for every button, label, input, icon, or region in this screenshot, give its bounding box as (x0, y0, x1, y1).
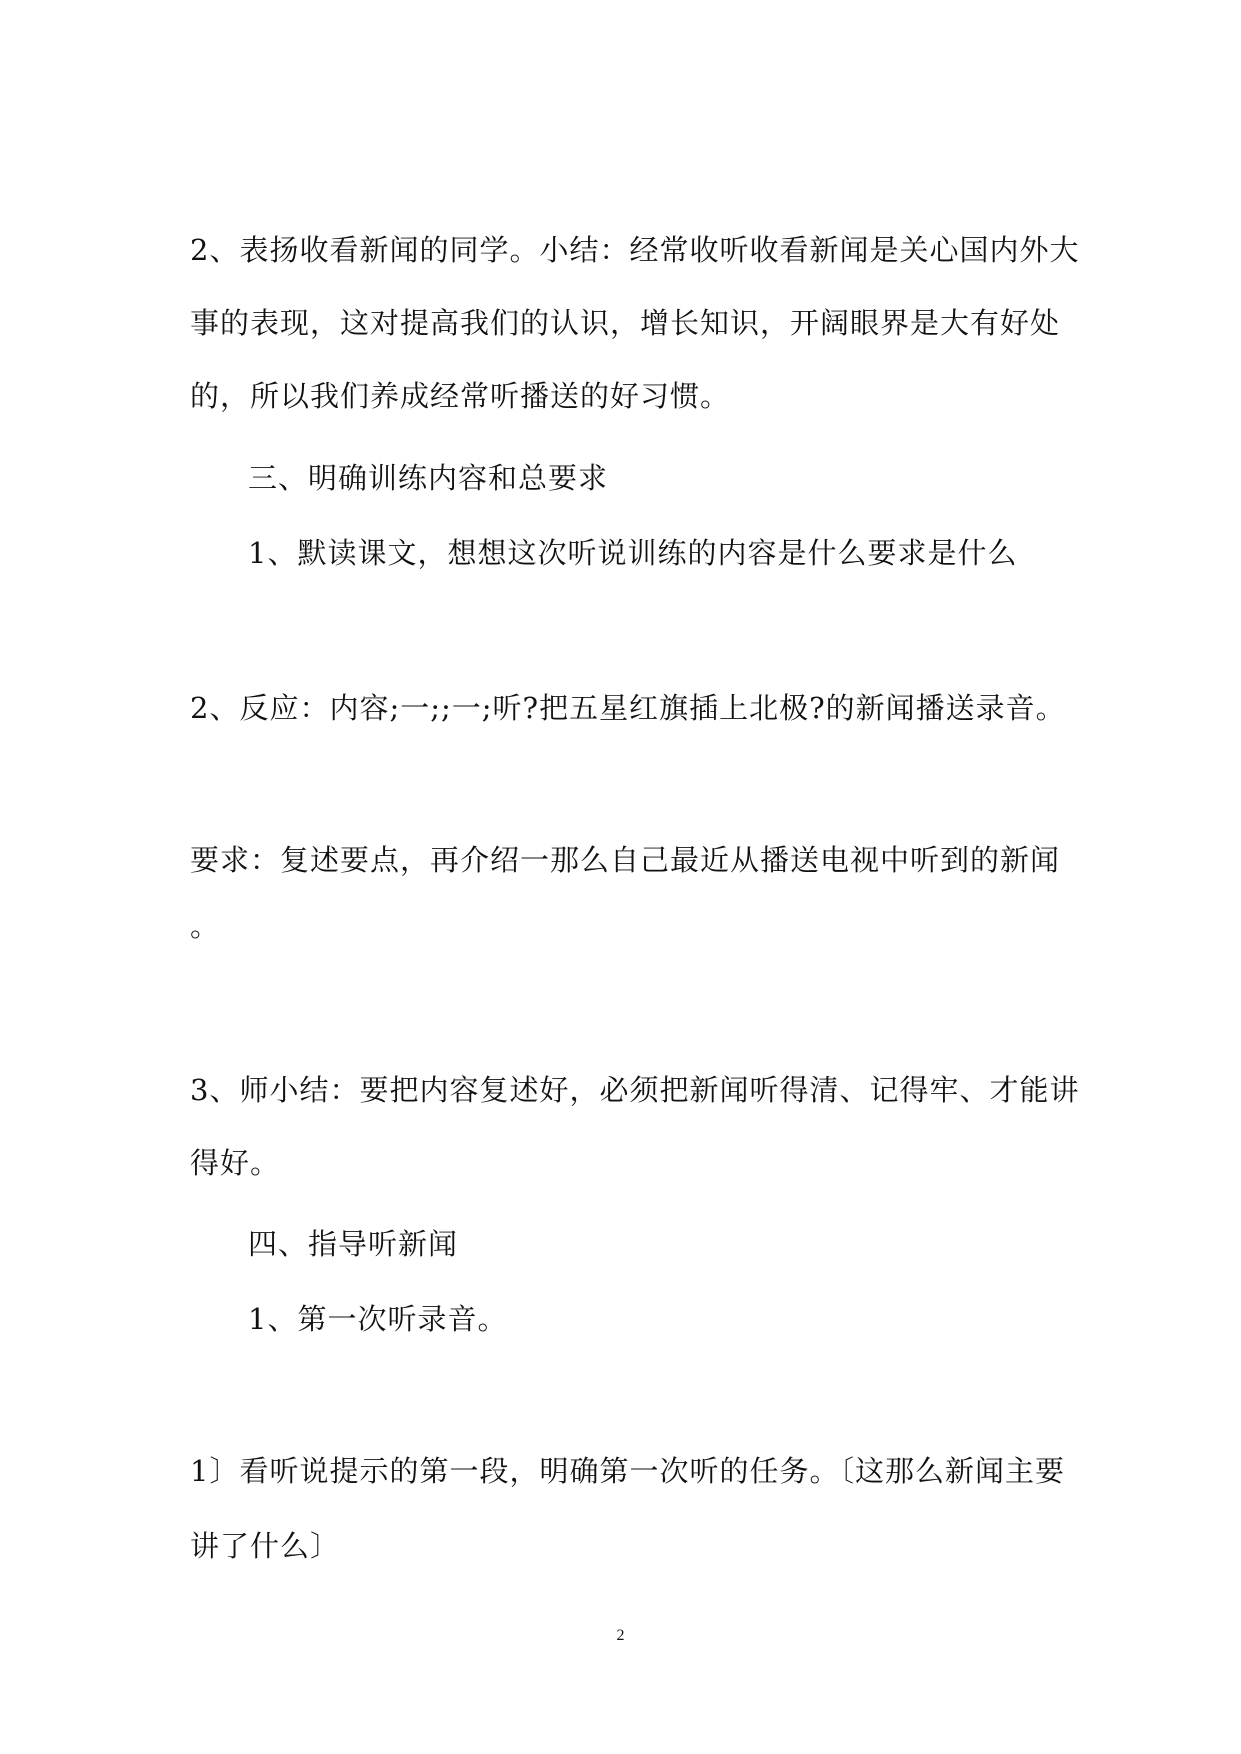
paragraph-line: 讲了什么〕 (190, 1529, 341, 1563)
section-heading: 四、指导听新闻 (248, 1227, 459, 1261)
paragraph-line: 的，所以我们养成经常听播送的好习惯。 (190, 379, 731, 413)
paragraph-line: 。 (190, 909, 221, 943)
paragraph-line: 3、师小结：要把内容复述好，必须把新闻听得清、记得牢、才能讲 (190, 1073, 1080, 1107)
paragraph-line: 2、反应：内容;一;;一;听?把五星红旗插上北极?的新闻播送录音。 (190, 691, 1066, 725)
paragraph-line: 要求：复述要点，再介绍一那么自己最近从播送电视中听到的新闻 (190, 843, 1061, 877)
paragraph-line: 1、默读课文，想想这次听说训练的内容是什么要求是什么 (248, 536, 1018, 570)
paragraph-line: 得好。 (190, 1146, 281, 1180)
page-number: 2 (616, 1627, 625, 1644)
paragraph-line: 1、第一次听录音。 (248, 1302, 508, 1336)
section-heading: 三、明确训练内容和总要求 (248, 461, 609, 495)
paragraph-line: 事的表现，这对提高我们的认识，增长知识，开阔眼界是大有好处 (190, 306, 1061, 340)
paragraph-line: 2、表扬收看新闻的同学。小结：经常收听收看新闻是关心国内外大 (190, 233, 1080, 267)
paragraph-line: 1〕看听说提示的第一段，明确第一次听的任务。〔这那么新闻主要 (190, 1454, 1065, 1488)
